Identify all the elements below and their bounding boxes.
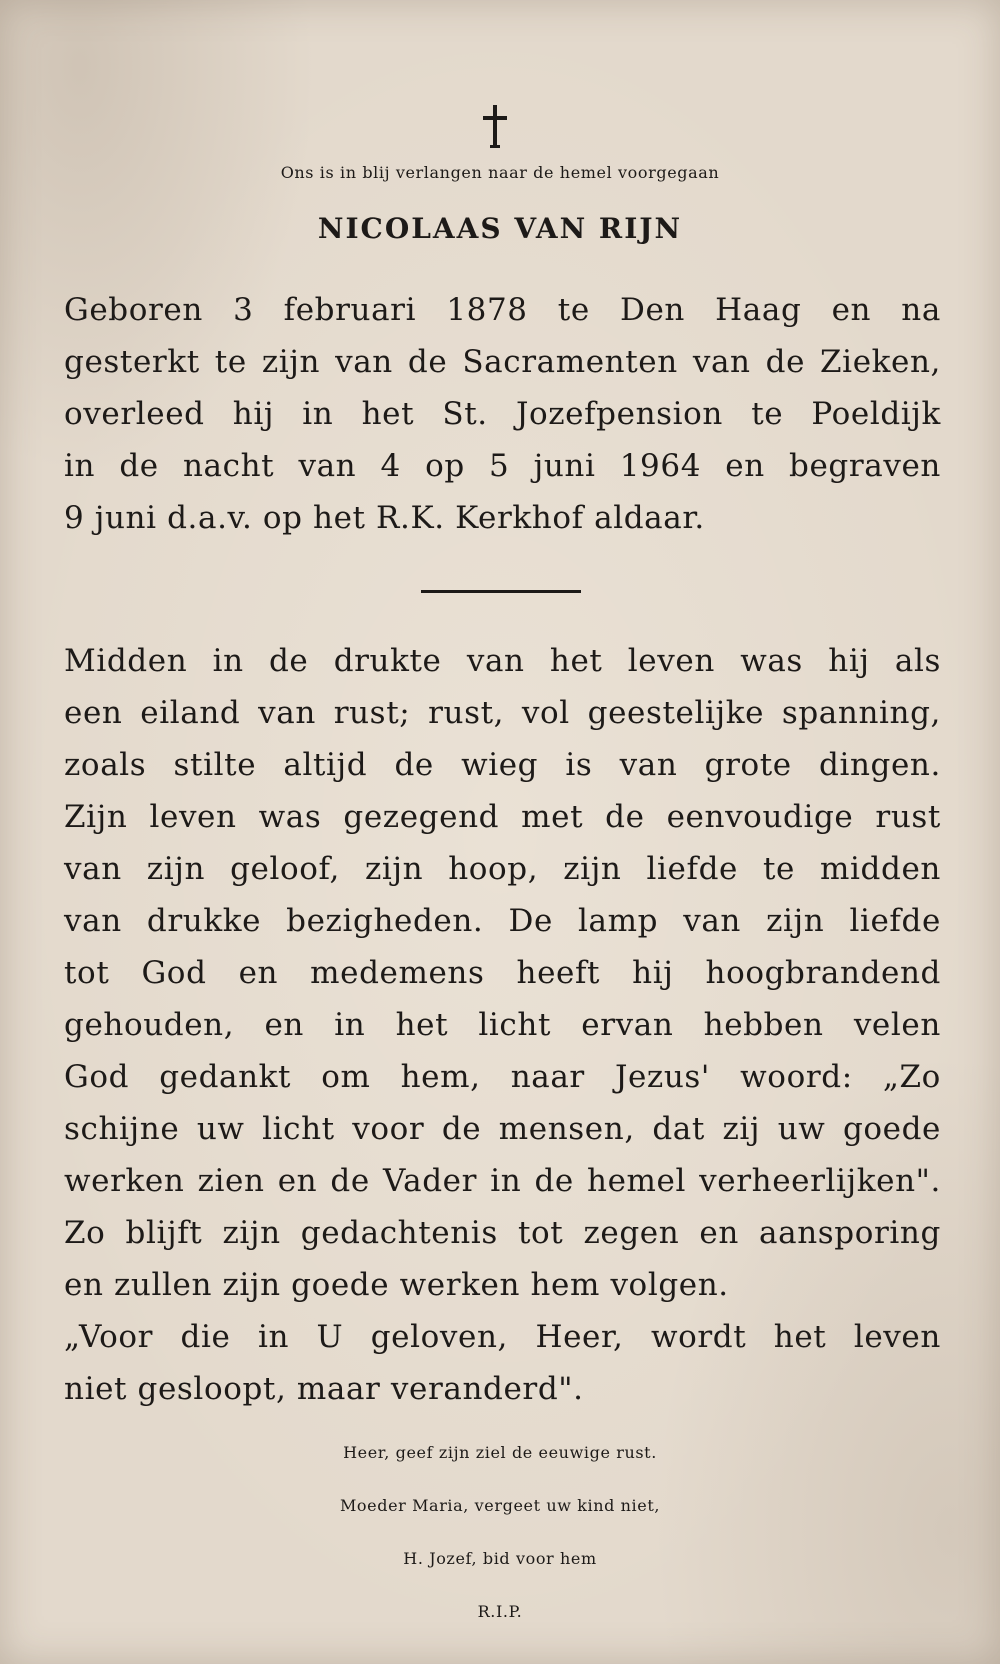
- meditation-line: gehouden, en in het licht ervan hebben velen: [64, 1007, 941, 1043]
- meditation-line: schijne uw licht voor de mensen, dat zij uw goede: [64, 1111, 941, 1147]
- meditation-line: van drukke bezigheden. De lamp van zijn liefde: [64, 903, 941, 939]
- rip-text: R.I.P.: [477, 1602, 523, 1621]
- meditation-line: zoals stilte altijd de wieg is van grote dingen.: [64, 747, 941, 783]
- meditation-line: werken zien en de Vader in de hemel verheerlijken".: [64, 1163, 941, 1199]
- meditation-line: Midden in de drukte van het leven was hij als: [64, 643, 941, 679]
- prayer-line: H. Jozef, bid voor hem: [403, 1549, 597, 1568]
- meditation-line: niet gesloopt, maar veranderd".: [64, 1371, 584, 1407]
- bio-line: 9 juni d.a.v. op het R.K. Kerkhof aldaar.: [64, 500, 705, 536]
- meditation-line: „Voor die in U geloven, Heer, wordt het leven: [64, 1319, 941, 1355]
- deceased-name: NICOLAAS VAN RIJN: [317, 212, 683, 245]
- bio-line: overleed hij in het St. Jozefpension te Poeldijk: [64, 396, 941, 432]
- meditation-line: Zijn leven was gezegend met de eenvoudige rust: [64, 799, 941, 835]
- bio-line: Geboren 3 februari 1878 te Den Haag en na: [64, 292, 941, 328]
- meditation-line: een eiland van rust; rust, vol geestelijke spanning,: [64, 695, 941, 731]
- meditation-line: van zijn geloof, zijn hoop, zijn liefde te midden: [64, 851, 941, 887]
- bio-line: in de nacht van 4 op 5 juni 1964 en begraven: [64, 448, 941, 484]
- intro-text: Ons is in blij verlangen naar de hemel voorgegaan: [280, 163, 720, 182]
- divider: [421, 590, 581, 593]
- cross-icon: [480, 103, 510, 151]
- meditation-line: Zo blijft zijn gedachtenis tot zegen en aansporing: [64, 1215, 941, 1251]
- meditation-line: en zullen zijn goede werken hem volgen.: [64, 1267, 729, 1303]
- meditation-line: tot God en medemens heeft hij hoogbrandend: [64, 955, 941, 991]
- bio-line: gesterkt te zijn van de Sacramenten van de Zieken,: [64, 344, 941, 380]
- prayer-line: Moeder Maria, vergeet uw kind niet,: [339, 1496, 661, 1515]
- meditation-line: God gedankt om hem, naar Jezus' woord: „Zo: [64, 1059, 941, 1095]
- prayer-line: Heer, geef zijn ziel de eeuwige rust.: [343, 1443, 657, 1462]
